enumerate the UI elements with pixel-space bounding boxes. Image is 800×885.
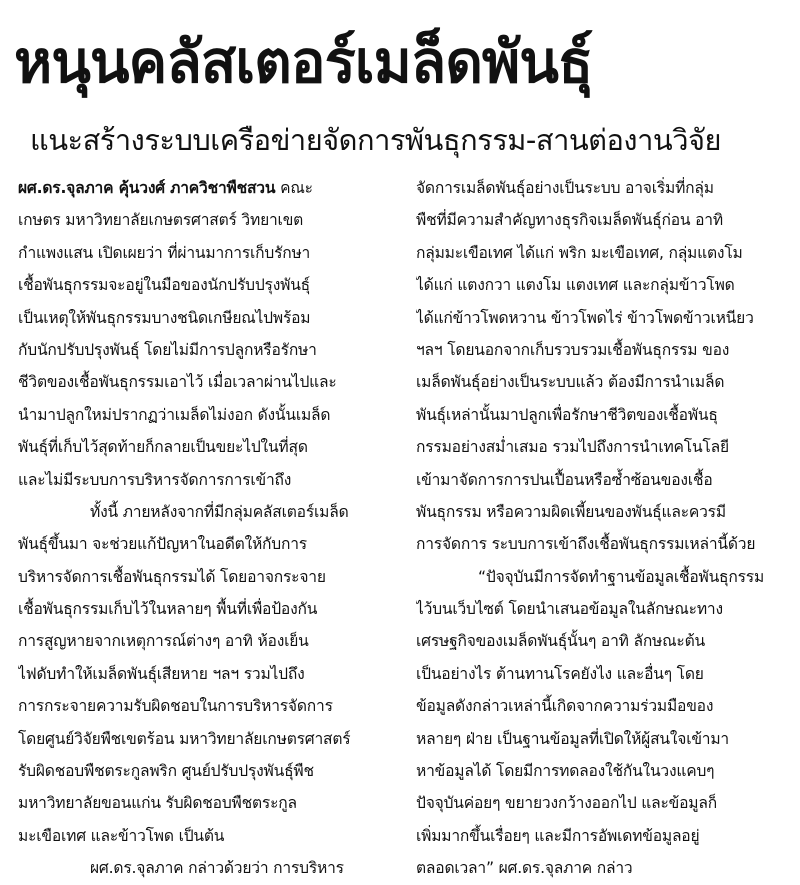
- body-line: [18, 172, 396, 204]
- body-line: ฯลฯ โดยนอกจากเก็บรวบรวมเชื้อพันธุกรรม ของ: [416, 340, 730, 359]
- body-line: ไว้บนเว็บไซต์ โดยนำเสนอข้อมูลในลักษณะทาง: [416, 600, 723, 619]
- body-line: เป็นอย่างไร ต้านทานโรคยังไง และอื่นๆ โดย: [416, 664, 704, 683]
- body-line: การกระจายความรับผิดชอบในการบริหารจัดการ: [18, 697, 333, 716]
- body-line: มหาวิทยาลัยขอนแก่น รับผิดชอบพืชตระกูล: [18, 794, 297, 813]
- body-line: พันธุ์เหล่านั้นมาปลูกเพื่อรักษาชีวิตของเชื้อพันธุ: [416, 405, 718, 424]
- body-line: พันธุ์ที่เก็บไว้สุดท้ายก็กลายเป็นขยะไปในที่สุด: [18, 438, 308, 457]
- body-line: เป็นเหตุให้พันธุกรรมบางชนิดเกษียณไปพร้อม: [18, 308, 311, 327]
- quote-start-line: “ปัจจุบันมีการจัดทำฐานข้อมูลเชื้อพันธุกรรม: [478, 567, 765, 586]
- body-line: พันธุกรรม หรือความผิดเพี้ยนของพันธุ์และควรมี: [416, 502, 726, 521]
- body-line: ได้แก่ แตงกวา แตงโม แตงเทศ และกลุ่มข้าวโพด: [416, 276, 735, 295]
- body-line: มะเขือเทศ และข้าวโพด เป็นต้น: [18, 826, 225, 845]
- body-line: หลายๆ ฝ่าย เป็นฐานข้อมูลที่เปิดให้ผู้สนใจเข้ามา: [416, 729, 729, 748]
- headline: หนุนคลัสเตอร์เมล็ดพันธุ์: [14, 28, 593, 96]
- body-line: กำแพงแสน เปิดเผยว่า ที่ผ่านมาการเก็บรักษา: [18, 243, 311, 262]
- body-line: โดยศูนย์วิจัยพืชเขตร้อน มหาวิทยาลัยเกษตรศาสตร์: [18, 729, 351, 748]
- body-line: ข้อมูลดังกล่าวเหล่านี้เกิดจากความร่วมมือของ: [416, 697, 714, 716]
- body-line: เพิ่มมากขึ้นเรื่อยๆ และมีการอัพเดทข้อมูลอยู่: [416, 826, 700, 845]
- body-line: เข้ามาจัดการการปนเปื้อนหรือซ้ำซ้อนของเชื้อ: [416, 470, 713, 489]
- body-line: เกษตร มหาวิทยาลัยเกษตรศาสตร์ วิทยาเขต: [18, 211, 304, 230]
- body-line: ได้แก่ข้าวโพดหวาน ข้าวโพดไร่ ข้าวโพดข้าวเหนียว: [416, 308, 754, 327]
- byline-source: ผศ.ดร.จุลภาค คุ้นวงศ์ ภาควิชาพืชสวน: [18, 179, 276, 197]
- article-column-left: [18, 172, 396, 885]
- article-column-right: [416, 172, 790, 885]
- body-line: ปัจจุบันค่อยๆ ขยายวงกว้างออกไป และข้อมูลก็: [416, 794, 717, 813]
- body-line: เชื้อพันธุกรรมเก็บไว้ในหลายๆ พื้นที่เพื่อป้องกัน: [18, 600, 318, 619]
- body-line: หาข้อมูลได้ โดยมีการทดลองใช้กันในวงแคบๆ: [416, 762, 715, 781]
- body-line: บริหารจัดการเชื้อพันธุกรรมได้ โดยอาจกระจาย: [18, 567, 326, 586]
- body-line: ไฟดับทำให้เมล็ดพันธุ์เสียหาย ฯลฯ รวมไปถึง: [18, 664, 305, 683]
- body-line: พันธุ์ขึ้นมา จะช่วยแก้ปัญหาในอดีตให้กับการ: [18, 535, 307, 554]
- paragraph-start-line: ผศ.ดร.จุลภาค กล่าวด้วยว่า การบริหาร: [90, 859, 344, 878]
- body-line: การสูญหายจากเหตุการณ์ต่างๆ อาทิ ห้องเย็น: [18, 632, 309, 651]
- body-line-text: คณะ: [280, 179, 313, 197]
- body-line: กรรมอย่างสม่ำเสมอ รวมไปถึงการนำเทคโนโลยี: [416, 438, 729, 457]
- body-line: เชื้อพันธุกรรมจะอยู่ในมือของนักปรับปรุงพันธุ์: [18, 276, 310, 295]
- body-line: การจัดการ ระบบการเข้าถึงเชื้อพันธุกรรมเหล่านี้ด้วย: [416, 535, 756, 554]
- body-line: จัดการเมล็ดพันธุ์อย่างเป็นระบบ อาจเริ่มที่กลุ่ม: [416, 179, 714, 197]
- body-line: เศรษฐกิจของเมล็ดพันธุ์นั้นๆ อาทิ ลักษณะต้น: [416, 632, 705, 651]
- body-line: ชีวิตของเชื้อพันธุกรรมเอาไว้ เมื่อเวลาผ่านไปและ: [18, 373, 337, 392]
- body-line: เมล็ดพันธุ์อย่างเป็นระบบแล้ว ต้องมีการนำเมล็ด: [416, 373, 725, 392]
- body-line: ตลอดเวลา” ผศ.ดร.จุลภาค กล่าว: [416, 859, 633, 878]
- body-line: กับนักปรับปรุงพันธุ์ โดยไม่มีการปลูกหรือรักษา: [18, 340, 317, 359]
- paragraph-start-line: ทั้งนี้ ภายหลังจากที่มีกลุ่มคลัสเตอร์เมล็ด: [90, 502, 349, 521]
- subheadline: แนะสร้างระบบเครือข่ายจัดการพันธุกรรม-สานต่องานวิจัย: [30, 123, 721, 157]
- body-line: นำมาปลูกใหม่ปรากฏว่าเมล็ดไม่งอก ดังนั้นเมล็ด: [18, 405, 331, 424]
- body-line: และไม่มีระบบการบริหารจัดการการเข้าถึง: [18, 470, 292, 489]
- body-line: รับผิดชอบพืชตระกูลพริก ศูนย์ปรับปรุงพันธุ์พืช: [18, 762, 314, 781]
- body-line: พืชที่มีความสำคัญทางธุรกิจเมล็ดพันธุ์ก่อน อาทิ: [416, 211, 723, 230]
- body-line: กลุ่มมะเขือเทศ ได้แก่ พริก มะเขือเทศ, กลุ่มแตงโม: [416, 243, 743, 262]
